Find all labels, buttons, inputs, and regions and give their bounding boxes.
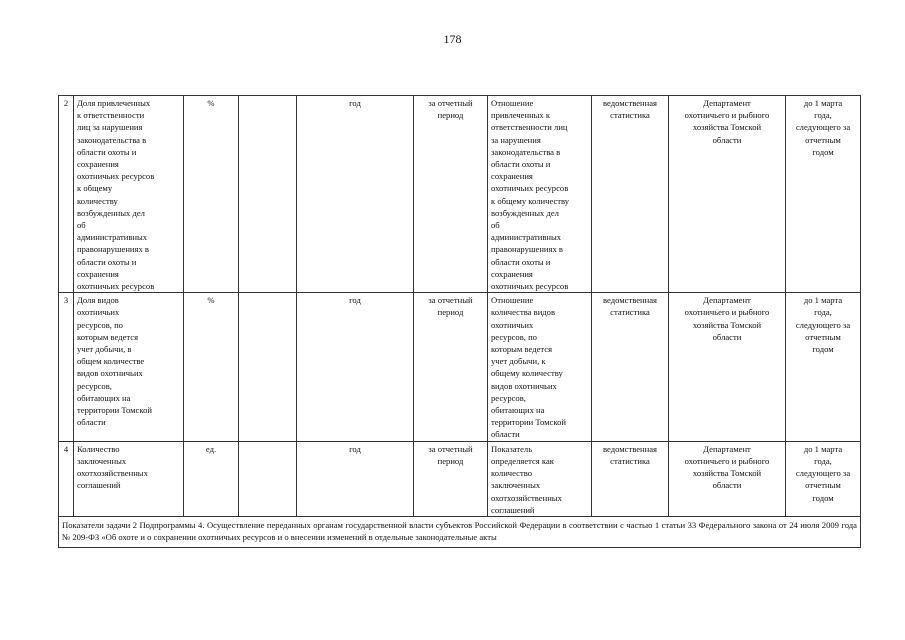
indicator-name: Доля видов охотничьих ресурсов, по которым ведется учет добычи, в общем количестве видов охотничьих ресурсов, обитающих на территории Томской области [74, 293, 184, 441]
data-source: ведомственная статистика [592, 96, 669, 293]
unit-of-measure: % [184, 96, 239, 293]
frequency: год [297, 441, 414, 516]
section-note: Показатели задачи 2 Подпрограммы 4. Осуществление переданных органам государственной власти субъектов Российской Федерации в соответствии с частью 1 статьи 33 Федерального закона от 24 июля 2009 года № 209-ФЗ «Об охоте и о сохранении охотничьих ресурсов и о внесении изменений в отдельные законодательные акты [59, 516, 861, 547]
table-row [59, 441, 861, 516]
data-source: ведомственная статистика [592, 293, 669, 441]
responsible-body: Департамент охотничьего и рыбного хозяйства Томской области [669, 293, 786, 441]
calculation-method: Отношение привлеченных к ответственности лиц за нарушения законодательства в области охоты и сохранения охотничьих ресурсов к общему количеству возбужденных дел об административных правонарушениях в области охоты и сохранения охотничьих ресурсов [488, 96, 592, 293]
row-number: 2 [59, 96, 74, 293]
responsible-body: Департамент охотничьего и рыбного хозяйства Томской области [669, 441, 786, 516]
indicators-table [58, 95, 861, 548]
responsible-body: Департамент охотничьего и рыбного хозяйства Томской области [669, 96, 786, 293]
calculation-method: Отношение количества видов охотничьих ресурсов, по которым ведется учет добычи, к общему количеству видов охотничьих ресурсов, обитающих на территории Томской области [488, 293, 592, 441]
data-source: ведомственная статистика [592, 441, 669, 516]
table-row [59, 293, 861, 441]
frequency: год [297, 293, 414, 441]
calculation-method: Показатель определяется как количество заключенных охотхозяйственных соглашений [488, 441, 592, 516]
row-number: 3 [59, 293, 74, 441]
frequency: год [297, 96, 414, 293]
unit-of-measure: % [184, 293, 239, 441]
deadline: до 1 марта года, следующего за отчетным годом [786, 96, 861, 293]
empty-cell [239, 441, 297, 516]
page-number: 178 [443, 32, 462, 46]
empty-cell [239, 293, 297, 441]
time-period: за отчетный период [414, 293, 488, 441]
row-number: 4 [59, 441, 74, 516]
table-row [59, 516, 861, 547]
empty-cell [239, 96, 297, 293]
indicator-name: Количество заключенных охотхозяйственных соглашений [74, 441, 184, 516]
time-period: за отчетный период [414, 96, 488, 293]
deadline: до 1 марта года, следующего за отчетным годом [786, 441, 861, 516]
time-period: за отчетный период [414, 441, 488, 516]
table-row [59, 96, 861, 293]
unit-of-measure: ед. [184, 441, 239, 516]
deadline: до 1 марта года, следующего за отчетным годом [786, 293, 861, 441]
indicator-name: Доля привлеченных к ответственности лиц за нарушения законодательства в области охоты и сохранения охотничьих ресурсов к общему количеству возбужденных дел об административных правонарушениях в области охоты и сохранения охотничьих ресурсов [74, 96, 184, 293]
